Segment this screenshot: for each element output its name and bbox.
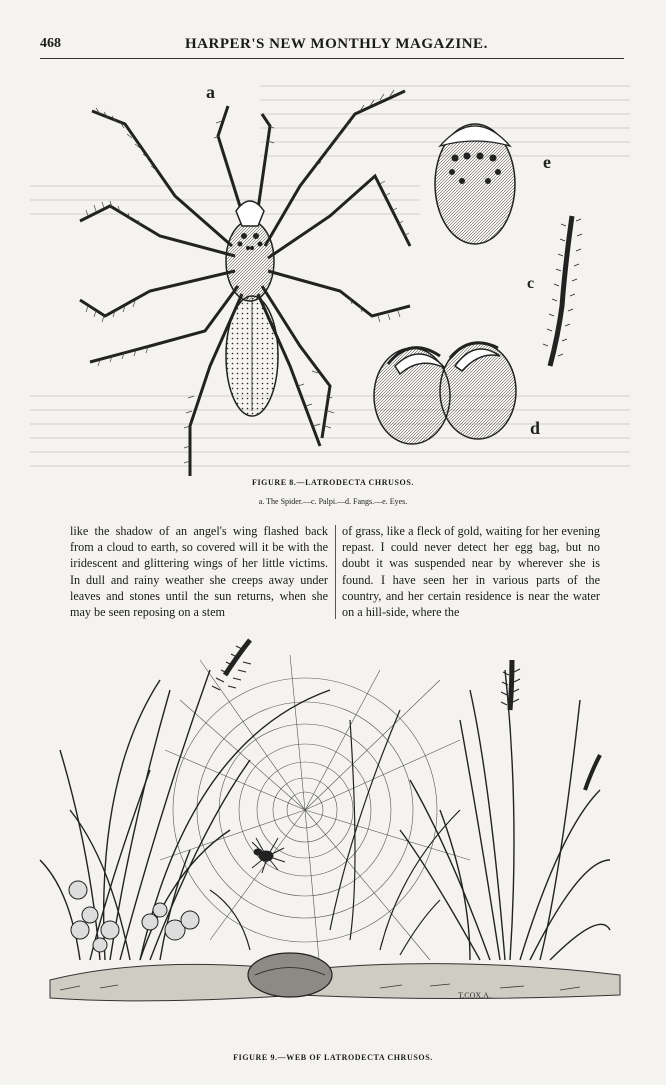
figure-8-caption: FIGURE 8.—LATRODECTA CHRUSOS. [251, 478, 414, 487]
fangs-d-drawing [374, 343, 516, 444]
flowers-left [69, 881, 199, 952]
running-title: HARPER'S NEW MONTHLY MAGAZINE. [185, 36, 488, 52]
web-engraving [0, 630, 666, 1050]
figure-9-caption: FIGURE 9.—WEB OF LATRODECTA CHRUSOS. [233, 1053, 433, 1062]
spider-a-drawing [80, 90, 410, 476]
left-column-text: like the shadow of an angel's wing flashed back from a cloud to earth, so covered will it be with the iridescent and glittering wings of her little victims. In dull and rainy weather she creeps away under leaves and stones until the sun returns, when she may be seen reposing on a stem [70, 524, 328, 620]
show-through-text [30, 86, 630, 466]
eyes-e-drawing [435, 124, 515, 244]
label-e: e [543, 152, 551, 172]
seed-head-right [501, 660, 600, 790]
figure-9-web-illustration [0, 630, 666, 1050]
ground [50, 953, 620, 1001]
column-divider [335, 525, 336, 619]
stone [248, 953, 332, 997]
label-a: a [206, 82, 215, 102]
grass-stems-center [210, 710, 460, 955]
page-header [40, 36, 624, 56]
page-number: 468 [40, 36, 61, 51]
figure-8-legend: a. The Spider.—c. Palpi.—d. Fangs.—e. Eyes. [258, 497, 408, 506]
header-rule [40, 58, 624, 59]
label-c: c [527, 275, 535, 292]
right-column-text: of grass, like a fleck of gold, waiting for her evening repast. I could never detect her egg bag, but no doubt it was suspended near by wherever she is found. I have seen her in various parts of the country, and her certain residence is near the water on a hill-side, where the [342, 524, 600, 620]
label-d: d [530, 418, 541, 438]
engraver-signature: T.COX.A. [458, 991, 491, 1000]
seed-head-left [212, 640, 251, 690]
palpi-c-drawing [543, 216, 582, 366]
grass-right [400, 670, 610, 960]
spider-engraving [0, 66, 666, 476]
article-text [70, 523, 626, 623]
figure-8-spider-illustration [0, 66, 666, 476]
spider-web [160, 655, 470, 970]
